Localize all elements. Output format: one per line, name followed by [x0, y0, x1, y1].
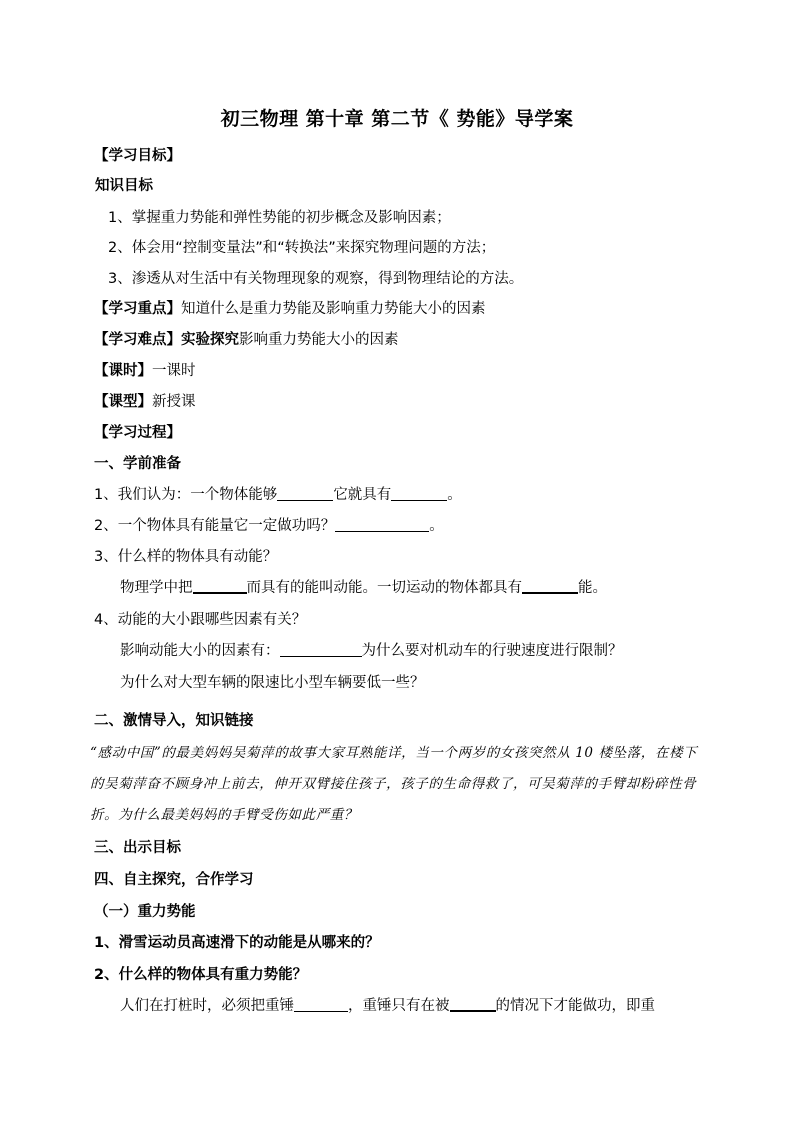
goal-item-2: 2、体会用“控制变量法”和“转换法”来探究物理问题的方法； [108, 240, 496, 256]
fill-blank[interactable] [280, 642, 362, 657]
q1-text-b: 它就具有 [333, 487, 392, 503]
section1-q3: 3、什么样的物体具有动能？ [94, 549, 278, 565]
section2-paragraph: “感动中国”的最美妈妈吴菊萍的故事大家耳熟能详，当一个两岁的女孩突然从 10 楼坠落，在楼下的吴菊萍奋不顾身冲上前去，伸开双臂接住孩子，孩子的生命得救了，可吴菊萍的手臂却粉碎性骨折。为什么最美妈妈的手臂受伤如此严重？ [90, 745, 698, 823]
section4-q2-text [120, 996, 655, 1016]
q3-answer-b: 而具有的能叫动能。一切运动的物体都具有 [246, 580, 522, 596]
difficulty [94, 330, 399, 350]
section4-q2: 2、什么样的物体具有重力势能？ [94, 967, 308, 983]
goal-item-3: 3、渗透从对生活中有关物理现象的观察，得到物理结论的方法。 [108, 271, 524, 287]
lesson-hours [94, 361, 196, 381]
section1-q3-answer [120, 578, 607, 598]
lesson-type-text: 新授课 [152, 394, 196, 410]
section2-heading: 二、激情导入，知识链接 [94, 713, 254, 729]
section1-q4-extra: 为什么对大型车辆的限速比小型车辆要低一些？ [120, 675, 425, 691]
q4-answer-b: 为什么要对机动车的行驶速度进行限制？ [361, 643, 623, 659]
goals-heading: 【学习目标】 [94, 148, 181, 164]
section1-q2 [94, 516, 444, 536]
fill-blank[interactable] [277, 486, 333, 501]
knowledge-goal-heading: 知识目标 [95, 178, 153, 194]
section1-q4: 4、动能的大小跟哪些因素有关？ [94, 612, 307, 628]
lesson-type [94, 392, 196, 412]
q2-text-b2: ，重锤只有在被 [348, 998, 450, 1014]
key-point [94, 299, 486, 319]
page-title: 初三物理 第十章 第二节《 势能》导学案 [220, 108, 574, 130]
q2-text-b: 。 [429, 518, 444, 534]
fill-blank[interactable] [335, 517, 429, 532]
lesson-type-label: 【课型】 [94, 394, 152, 410]
section3-heading: 三、出示目标 [94, 840, 181, 856]
q2-text-a2: 人们在打桩时，必须把重锤 [120, 998, 294, 1014]
section1-q1 [94, 485, 462, 505]
fill-blank[interactable] [294, 997, 348, 1012]
section1-q4-answer [120, 641, 623, 661]
process-heading: 【学习过程】 [94, 425, 181, 441]
q1-text-c: 。 [447, 487, 462, 503]
hours-label: 【课时】 [94, 363, 152, 379]
q3-answer-c: 能。 [578, 580, 607, 596]
fill-blank[interactable] [450, 996, 496, 1012]
section4-subheading: （一）重力势能 [94, 904, 196, 920]
goal-item-1: 1、掌握重力势能和弹性势能的初步概念及影响因素； [108, 210, 451, 226]
difficulty-bold-text: 实验探究 [181, 332, 239, 348]
difficulty-label: 【学习难点】 [94, 332, 181, 348]
q4-answer-a: 影响动能大小的因素有： [120, 643, 280, 659]
q1-text-a: 1、我们认为：一个物体能够 [94, 487, 278, 503]
key-point-text: 知道什么是重力势能及影响重力势能大小的因素 [181, 301, 486, 317]
q3-answer-a: 物理学中把 [120, 580, 193, 596]
section1-heading: 一、学前准备 [94, 456, 181, 472]
section4-heading: 四、自主探究，合作学习 [94, 872, 254, 888]
fill-blank[interactable] [522, 578, 578, 594]
fill-blank[interactable] [391, 486, 447, 501]
difficulty-text: 影响重力势能大小的因素 [239, 332, 399, 348]
q2-text-c2: 的情况下才能做功，即重 [495, 998, 655, 1014]
q2-text-a: 2、一个物体具有能量它一定做功吗？ [94, 518, 336, 534]
fill-blank[interactable] [193, 578, 247, 594]
key-point-label: 【学习重点】 [94, 301, 181, 317]
section4-q1: 1、滑雪运动员高速滑下的动能是从哪来的？ [94, 935, 380, 951]
hours-text: 一课时 [152, 363, 196, 379]
